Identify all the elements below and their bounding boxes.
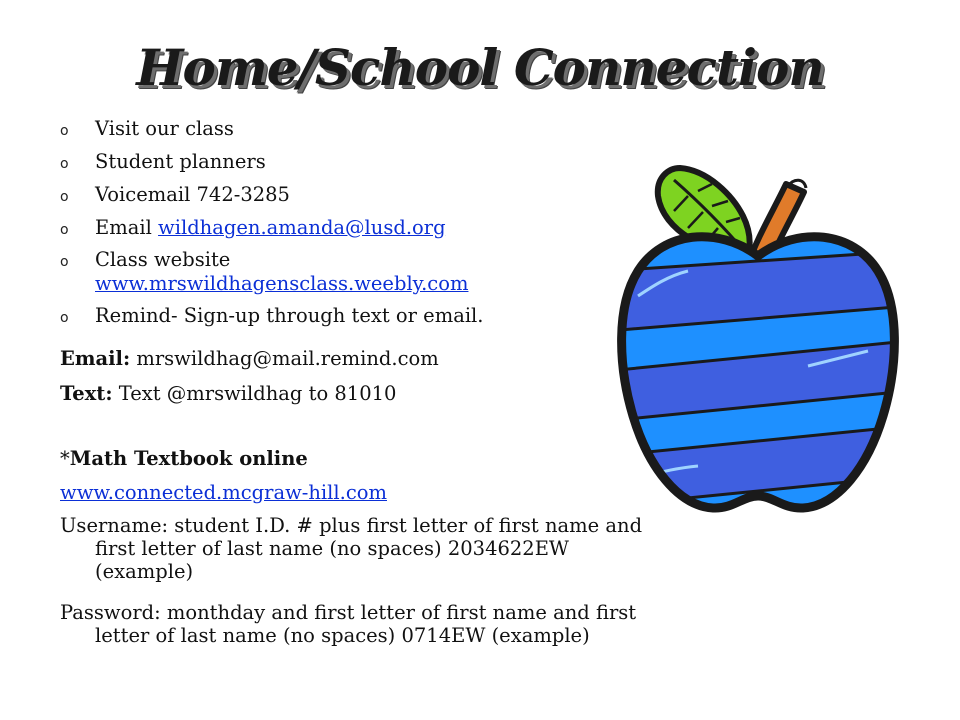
bullet-icon: o [60,254,69,270]
list-item [60,149,620,175]
remind-text-line [60,381,630,407]
bullet-icon: o [60,310,69,326]
page-title: Home/School Connection [136,38,824,97]
email-link[interactable]: wildhagen.amanda@lusd.org [158,216,446,239]
list-item [60,303,620,329]
list-item-text: Email [95,216,159,239]
bullet-icon: o [60,222,69,238]
list-item-text: Remind- Sign-up through text or email. [95,304,484,327]
bullet-icon: o [60,123,69,139]
list-item-text: Voicemail 742-3285 [95,183,290,206]
list-item-text: Student planners [95,150,266,173]
remind-email-value: mrswildhag@mail.remind.com [130,347,439,370]
math-password: Password: monthday and first letter of first name and first letter of last name (no spaces) 0714EW (example) [60,601,637,647]
remind-text-label: Text: [60,382,113,405]
bullet-icon: o [60,156,69,172]
bullet-list [60,116,620,336]
bullet-icon: o [60,189,69,205]
math-heading-prefix: * [60,447,70,470]
apple-icon [608,156,908,526]
list-item-text: Visit our class [95,117,234,140]
math-heading [60,446,630,472]
list-item [60,248,620,296]
remind-text-value: Text @mrswildhag to 81010 [112,382,397,405]
list-item [60,215,620,241]
mcgraw-hill-link[interactable]: www.connected.mcgraw-hill.com [60,481,387,504]
remind-email-line [60,346,630,372]
math-url-line [60,480,630,506]
math-username: Username: student I.D. # plus first letter of first name and first letter of last name (no spaces) 2034622EW (example) [60,514,643,583]
list-item [60,116,620,142]
class-website-link[interactable]: www.mrswildhagensclass.weebly.com [95,272,469,295]
list-item-text: Class website [95,248,231,271]
list-item [60,182,620,208]
remind-email-label: Email: [60,347,131,370]
math-heading-text: Math Textbook online [69,447,308,470]
